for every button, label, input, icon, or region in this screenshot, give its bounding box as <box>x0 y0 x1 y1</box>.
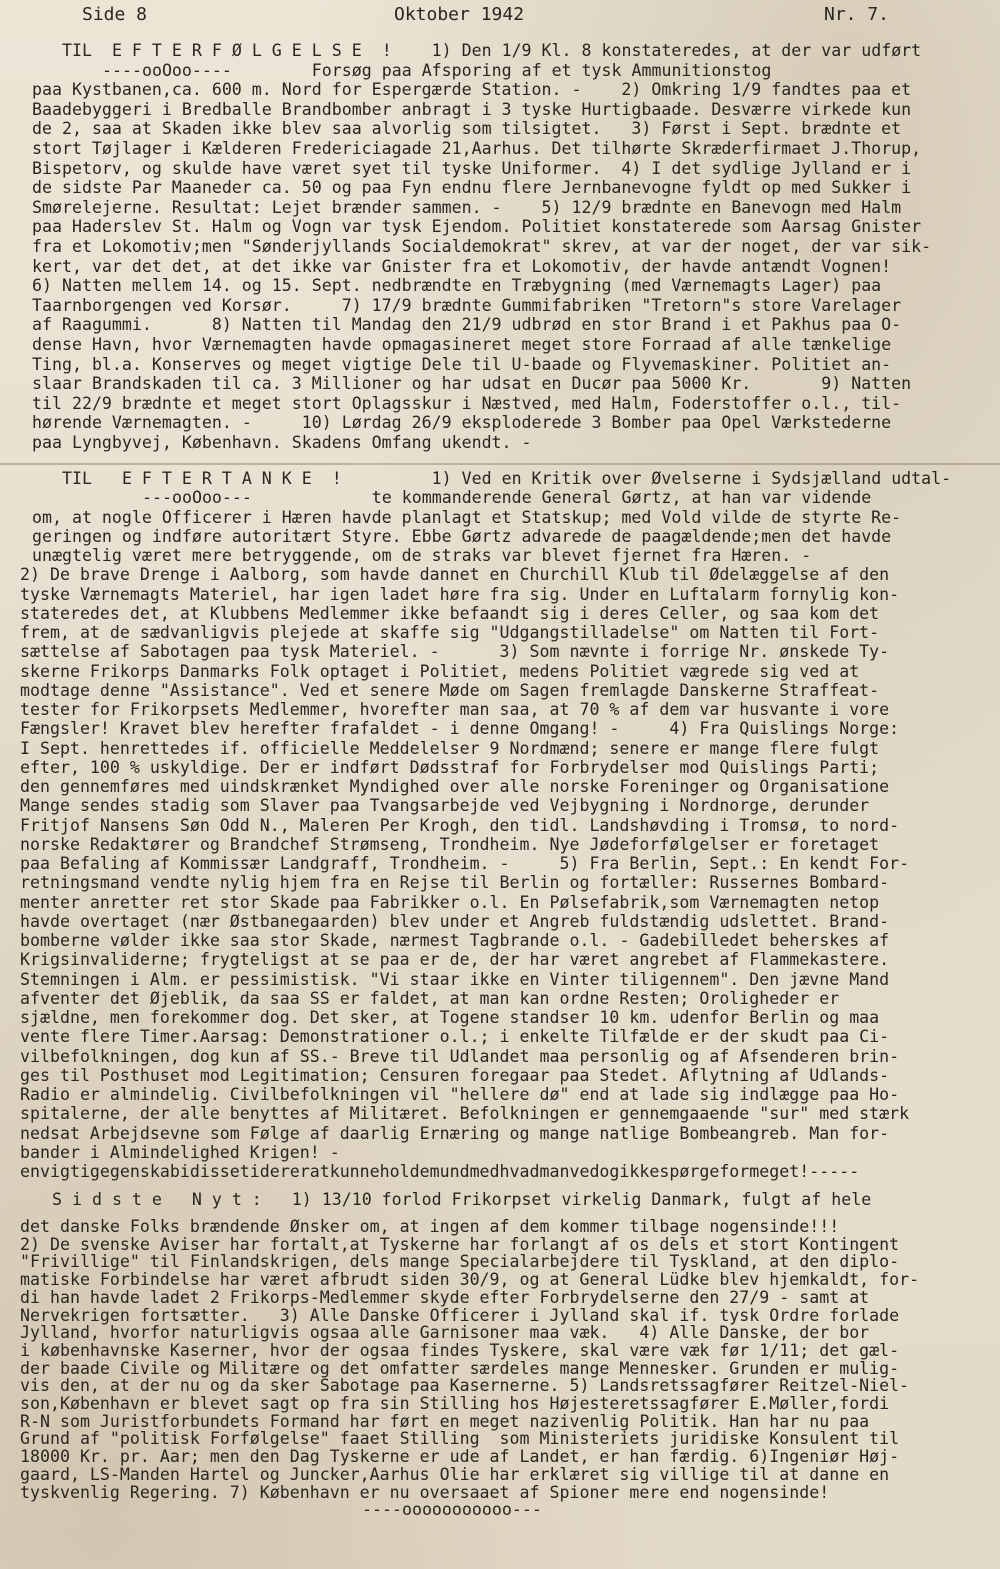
text-line: TIL E F T E R F Ø L G E L S E ! 1) Den 1/9 Kl. 8 konstateredes, at der var udført <box>62 41 922 60</box>
text-line: 18000 Kr. pr. Aar; men den Dag Tyskerne er ude af Landet, er han færdig. 6)Ingeniør Høj- <box>20 1447 900 1467</box>
text-line: bomberne vølder ikke saa stor Skade, nærmest Tagbrande o.l. - Gadebilledet beherskes af <box>20 931 890 950</box>
text-line: ----ooooooooooo--- <box>362 1500 542 1520</box>
text-line: dense Havn, hvor Værnemagten havde opmagasineret meget store Forraad af alle tænkelige <box>32 335 892 354</box>
text-line: paa Haderslev St. Halm og Vogn var tysk Ejendom. Politiet konstaterede som Aarsag Gnister <box>32 217 922 237</box>
text-line: Taarnborgengen ved Korsør. 7) 17/9 brædnte Gummifabriken "Tretorn"s store Varelager <box>32 295 902 315</box>
text-line: Mange sendes stadig som Slaver paa Tvangsarbejde ved Vejbygning i Nordnorge, derunder <box>20 796 870 816</box>
text-line: R-N som Juristforbundets Formand har ført en meget nazivenlig Politik. Han har nu paa <box>20 1411 870 1431</box>
text-line: menter anretter ret stor Skade paa Fabrikker o.l. En Pølsefabrik,som Værnemagten netop <box>20 892 880 912</box>
text-line: nedsat Arbejdsevne som Følge af daarlig Ernæring og mange natlige Bombeangreb. Man for- <box>20 1123 890 1143</box>
text-line: den gennemføres med uindskrænket Myndighed over alle norske Foreninger og Organisatione <box>20 777 890 796</box>
issue-number: Nr. 7. <box>824 4 890 25</box>
text-line: Fritjof Nansens Søn Odd N., Maleren Per Krogh, den tidl. Landshøvding i Tromsø, to nord- <box>20 815 900 835</box>
page-number: Side 8 <box>82 4 148 25</box>
text-line: stateredes det, at Klubbens Medlemmer ikke befaandt sig i deres Celler, og saa kom det <box>20 603 880 623</box>
text-line: det danske Folks brændende Ønsker om, at ingen af dem kommer tilbage nogensinde!!! <box>20 1217 840 1236</box>
text-line: Grund af "politisk Forfølgelse" faaet Stilling som Ministeriets juridiske Konsulent til <box>20 1429 900 1449</box>
text-line: paa Befaling af Kommissær Landgraff, Trondheim. - 5) Fra Berlin, Sept.: En kendt For- <box>20 854 910 873</box>
text-line: i københavnske Kaserner, hvor der ogsaa findes Tyskere, skal være væk før 1/11; det gæl- <box>20 1340 900 1360</box>
text-line: ----ooOoo---- Forsøg paa Afsporing af et tysk Ammunitionstog <box>102 60 772 80</box>
text-line: sjældne, men forekommer dog. Det sker, at Togene standser 10 km. udenfor Berlin og maa <box>20 1008 880 1027</box>
text-line: paa Kystbanen,ca. 600 m. Nord for Espergærde Station. - 2) Omkring 1/9 fandtes paa et <box>32 80 912 100</box>
text-line: geringen og indføre autoritært Styre. Ebbe Gørtz advarede de paagældende;men det havde <box>32 526 892 546</box>
text-line: vente flere Timer.Aarsag: Demonstrationer o.l.; i enkelte Tilfælde er der skudt paa Ci- <box>20 1027 890 1047</box>
issue-date: Oktober 1942 <box>394 4 525 25</box>
text-line: 2) De svenske Aviser har fortalt,at Tyskerne har forlangt af os dels et stort Kontingent <box>20 1234 900 1254</box>
text-line: de sidste Par Maaneder ca. 50 og paa Fyn endnu flere Jernbanevogne fyldt op med Sukker i <box>32 178 912 198</box>
text-line: havde overtaget (nær Østbanegaarden) blev under et Angreb fuldstændig udslettet. Brand- <box>20 911 890 931</box>
text-line: Baadebyggeri i Bredballe Brandbomber anbragt i 3 tyske Hurtigbaade. Desværre virkede kun <box>32 99 912 119</box>
text-line: TIL E F T E R T A N K E ! 1) Ved en Kritik over Øvelserne i Sydsjælland udtal- <box>62 469 952 488</box>
text-line: vilbefolkningen, dog kun af SS.- Breve til Udlandet maa personlig og af Afsenderen brin- <box>20 1046 900 1066</box>
text-line: om, at nogle Officerer i Hæren havde planlagt et Statskup; med Vold vilde de styrte Re- <box>32 507 902 527</box>
text-line: Fængsler! Kravet blev herefter frafaldet - i denne Omgang! - 4) Fra Quislings Norge: <box>20 719 900 739</box>
text-line: spitalerne, der alle benyttes af Militæret. Befolkningen er gennemgaaende "sur" med stærk <box>20 1104 910 1124</box>
text-line: bander i Almindelighed Krigen! - <box>20 1142 340 1162</box>
text-line: ges til Posthuset mod Legitimation; Censuren foregaar paa Stedet. Aflytning af Udlands- <box>20 1065 890 1085</box>
text-line: 2) De brave Drenge i Aalborg, som havde dannet en Churchill Klub til Ødelæggelse af den <box>20 565 890 585</box>
text-line: stort Tøjlager i Kælderen Fredericiagade 21,Aarhus. Det tilhørte Skræderfirmaet J.Thorup, <box>32 139 922 158</box>
fold-line <box>0 463 1000 465</box>
text-line: efter, 100 % uskyldige. Der er indført Dødsstraf for Forbrydelser mod Quislings Parti; <box>20 757 880 777</box>
text-line: fra et Lokomotiv;men "Sønderjyllands Socialdemokrat" skrev, at var der noget, der var sik- <box>32 237 932 256</box>
text-line: Jylland, hvorfor naturligvis ogsaa alle Garnisoner maa væk. 4) Alle Danske, der bor <box>20 1323 870 1343</box>
text-line: Stemningen i Alm. er pessimistisk. "Vi staar ikke en Vinter tiligennem". Den jævne Mand <box>20 969 890 989</box>
text-line: slaar Brandskaden til ca. 3 Millioner og har udsat en Ducør paa 5000 Kr. 9) Natten <box>32 374 912 394</box>
text-line: til 22/9 brædnte et meget stort Oplagsskur i Næstved, med Halm, Foderstoffer o.l., til- <box>32 393 902 413</box>
text-line: de 2, saa at Skaden ikke blev saa alvorlig som tilsigtet. 3) Først i Sept. brædnte et <box>32 119 902 139</box>
text-line: vis den, at der nu og da sker Sabotage paa Kasernerne. 5) Landsretssagfører Reitzel-Niel- <box>20 1376 910 1396</box>
text-line: ---ooOoo--- te kommanderende General Gørtz, at han var vidende <box>142 488 872 508</box>
text-line: af Raagummi. 8) Natten til Mandag den 21/9 udbrød en stor Brand i et Pakhus paa O- <box>32 315 902 335</box>
text-line: Smørelejerne. Resultat: Lejet brænder sammen. - 5) 12/9 brædnte en Banevogn med Halm <box>32 197 902 217</box>
text-line: envigtigegenskabidissetidereratkunneholdemundmedhvadmanvedogikkespørgeformeget!----- <box>20 1162 860 1181</box>
text-line: gaard, LS-Manden Hartel og Juncker,Aarhus Olie har erklæret sig villige til at danne en <box>20 1464 890 1484</box>
text-line: retningsmand vendte nylig hjem fra en Rejse til Berlin og fortæller: Russernes Bombard- <box>20 873 890 893</box>
text-line: son,København er blevet sagt op fra sin Stilling hos Højesteretssagfører E.Møller,fordi <box>20 1394 890 1413</box>
text-line: "Frivillige" til Finlandskrigen, dels mange Specialarbejdere til Tyskland, at den diplo- <box>20 1252 900 1272</box>
text-line: der baade Civile og Militære og det omfatter særdeles mange Mennesker. Grunden er mulig- <box>20 1358 900 1378</box>
text-line: hørende Værnemagten. - 10) Lørdag 26/9 eksploderede 3 Bomber paa Opel Værkstederne <box>32 413 892 433</box>
text-line: skerne Frikorps Danmarks Folk optaget i Politiet, medens Politiet vægrede sig ved at <box>20 661 860 681</box>
text-line: Nervekrigen fortsætter. 3) Alle Danske Officerer i Jylland skal if. tysk Ordre forlade <box>20 1305 900 1325</box>
text-line: Bispetorv, og skulde have været syet til tyske Uniformer. 4) I det sydlige Jylland er i <box>32 158 912 178</box>
text-line: sættelse af Sabotagen paa tysk Materiel. - 3) Som nævnte i forrige Nr. ønskede Ty- <box>20 642 890 662</box>
text-line: Radio er almindelig. Civilbefolkningen vil "hellere dø" end at lade sig indlægge paa Ho- <box>20 1085 900 1104</box>
text-line: tyskvenlig Regering. 7) København er nu oversaaet af Spioner mere end nogensinde! <box>20 1482 830 1502</box>
text-line: S i d s t e N y t : 1) 13/10 forlod Frikorpset virkelig Danmark, fulgt af hele <box>52 1190 872 1209</box>
text-line: tyske Værnemagts Materiel, har igen ladet høre fra sig. Under en Luftalarm fornylig kon- <box>20 584 900 604</box>
text-line: di han havde ladet 2 Frikorps-Medlemmer skyde efter Forbrydelserne den 27/9 - samt at <box>20 1287 870 1307</box>
text-line: I Sept. henrettedes if. officielle Meddelelser 9 Nordmænd; senere er mange flere fulgt <box>20 738 880 758</box>
text-line: paa Lyngbyvej, København. Skadens Omfang ukendt. - <box>32 433 532 452</box>
text-line: modtage denne "Assistance". Ved et senere Møde om Sagen fremlagde Danskerne Straffeat- <box>20 680 880 700</box>
page-header <box>82 4 982 34</box>
text-line: afventer det Øjeblik, da saa SS er faldet, at man kan ordne Resten; Oroligheder er <box>20 988 840 1008</box>
text-line: matiske Forbindelse har været afbrudt siden 30/9, og at General Lüdke blev hjemkaldt, for- <box>20 1270 920 1290</box>
text-line: 6) Natten mellem 14. og 15. Sept. nedbrændte en Træbygning (med Værnemagts Lager) paa <box>32 276 882 296</box>
text-line: frem, at de sædvanligvis plejede at skaffe sig "Udgangstilladelse" om Natten til Fort- <box>20 623 880 642</box>
text-line: Krigsinvaliderne; frygteligst at se paa er de, der har været angrebet af Flammekastere. <box>20 950 890 970</box>
text-line: tester for Frikorpsets Medlemmer, hvorefter man saa, at 70 % af dem var husvante i vore <box>20 700 890 719</box>
text-line: unægtelig været mere betryggende, om de straks var blevet fjernet fra Hæren. - <box>32 546 812 565</box>
text-line: kert, var det det, at det ikke var Gnister fra et Lokomotiv, der havde antændt Vognen! <box>32 256 892 276</box>
text-line: norske Redaktører og Brandchef Strømseng, Trondheim. Nye Jødeforfølgelser er foretaget <box>20 834 880 854</box>
text-line: Ting, bl.a. Konserves og meget vigtige Dele til U-baade og Flyvemaskiner. Politiet an- <box>32 354 892 374</box>
